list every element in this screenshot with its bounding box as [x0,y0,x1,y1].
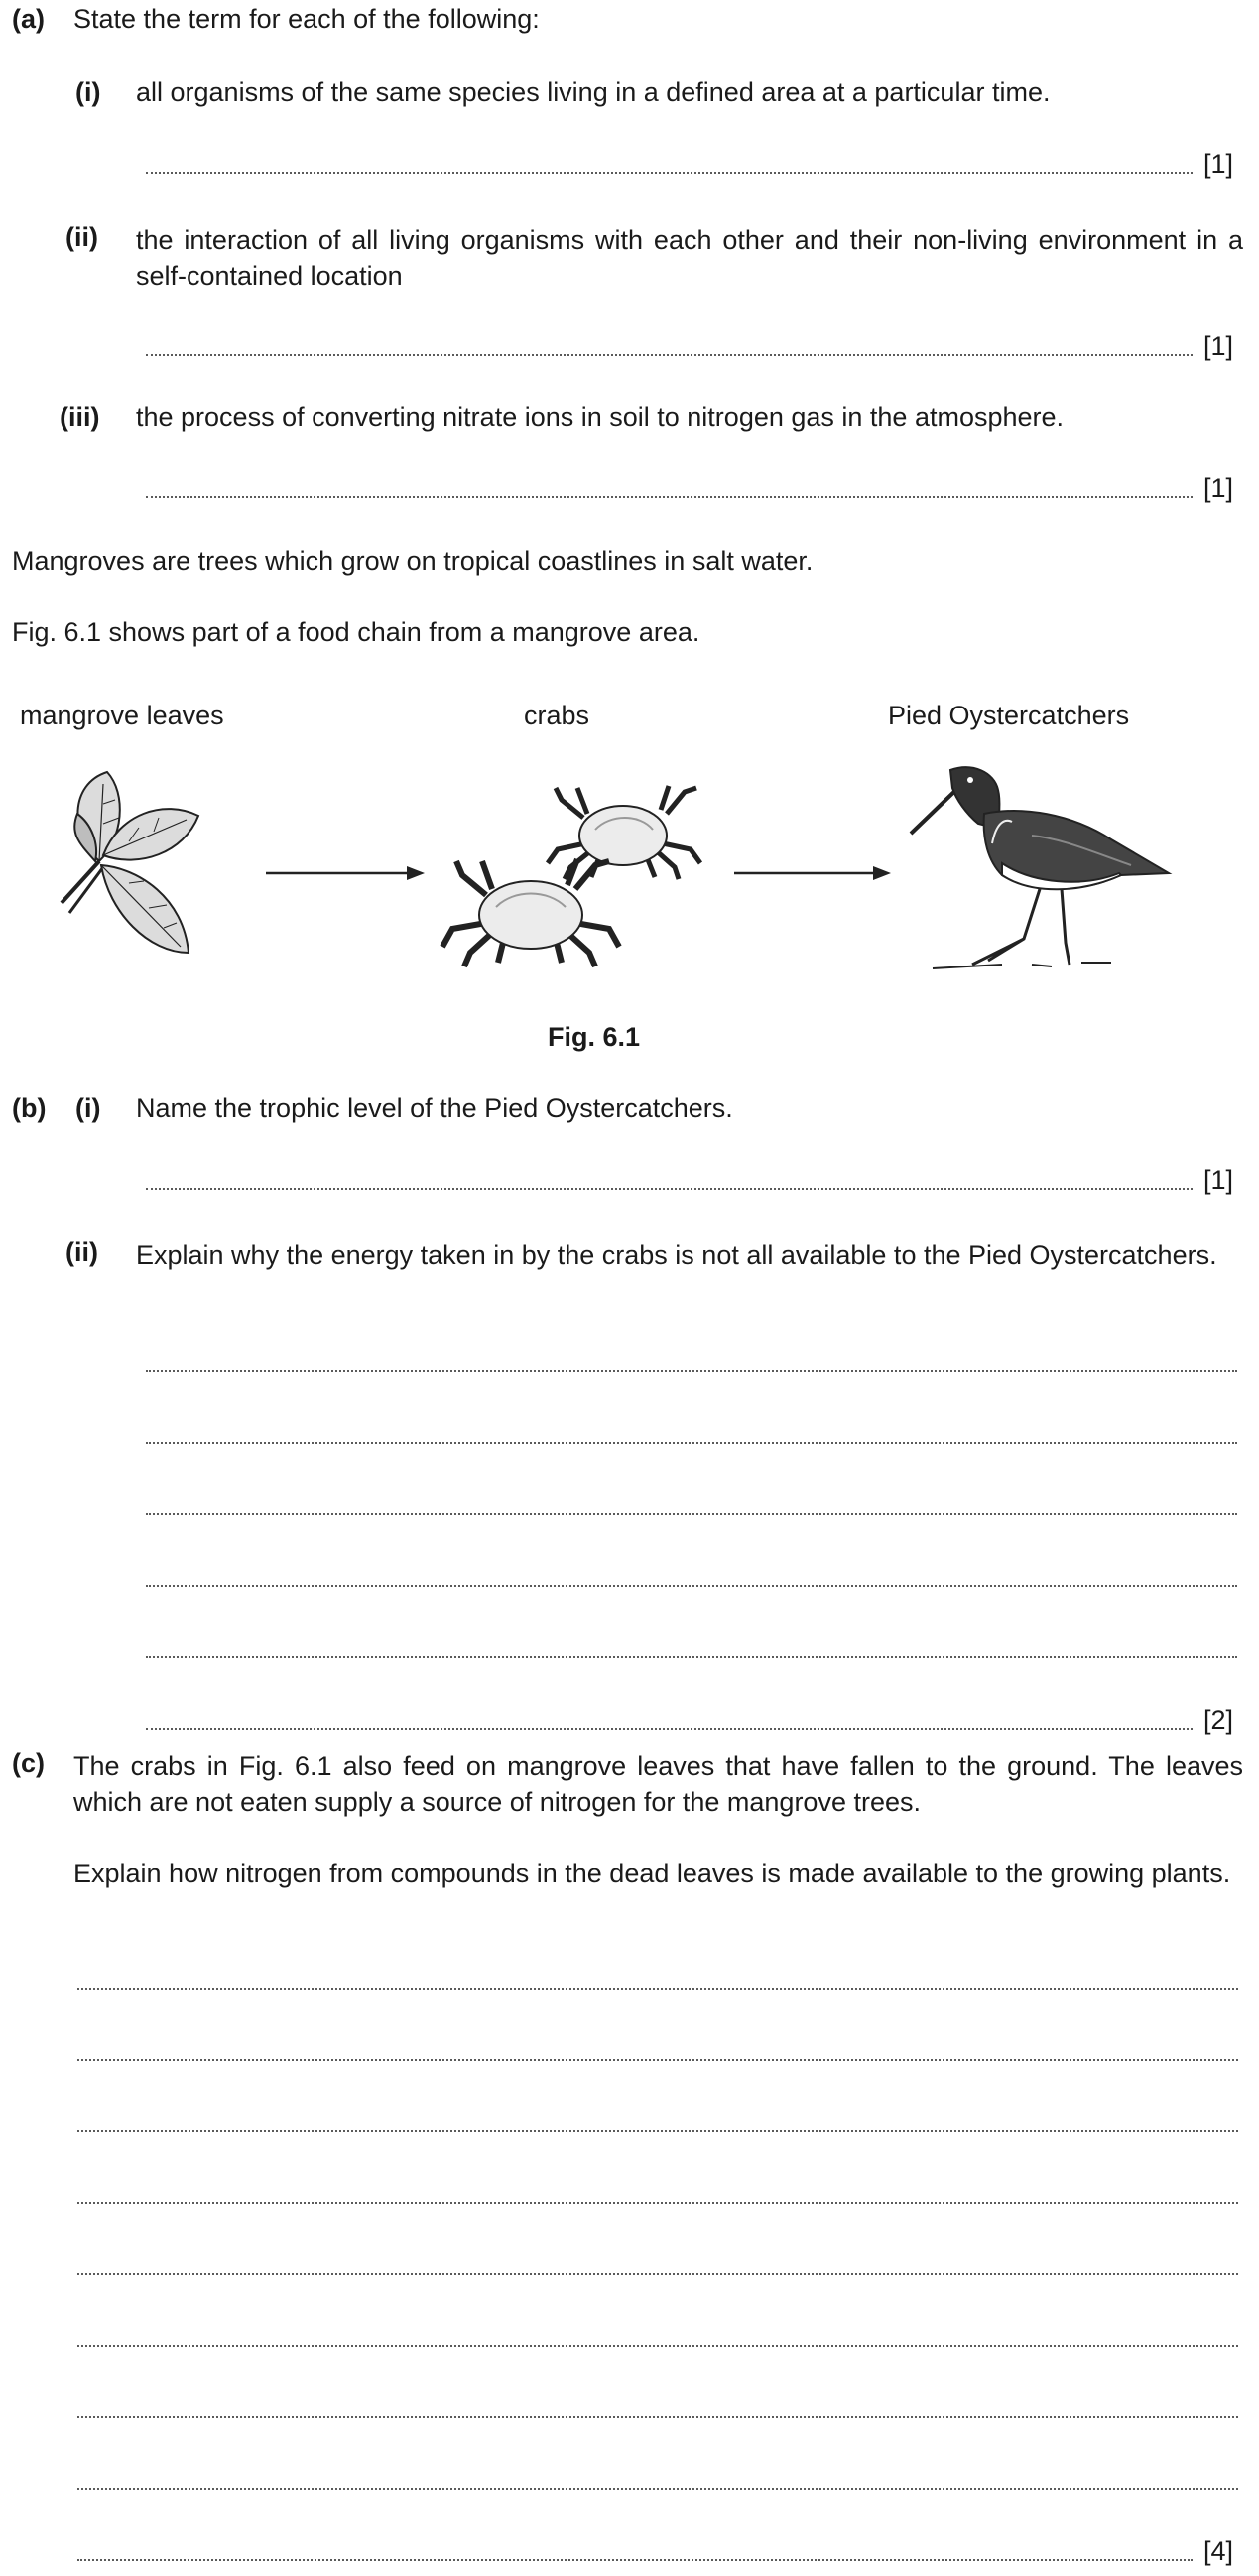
figure-label-birds: Pied Oystercatchers [888,701,1130,730]
answer-line[interactable] [77,2130,1238,2132]
part-a-ii-text: the interaction of all living organisms with each other and their non-living environment in a self-contained location [136,225,1243,291]
crabs-icon [442,786,700,966]
mark-allocation: [1] [1203,1165,1234,1195]
part-c-paragraph-1: The crabs in Fig. 6.1 also feed on mangrove leaves that have fallen to the ground. The leaves which are not eaten supply a source of nitrogen for the mangrove trees. [73,1751,1243,1817]
mark-allocation: [4] [1203,2536,1234,2566]
mark-allocation: [1] [1203,149,1234,179]
mark-allocation: [1] [1203,473,1234,503]
mark-allocation: [2] [1203,1705,1234,1735]
answer-line[interactable] [77,1988,1238,1990]
part-b-ii-label: (ii) [65,1237,98,1267]
part-a-stem: State the term for each of the following: [73,4,540,34]
answer-line[interactable] [146,1370,1237,1372]
arrow-icon [734,866,891,880]
mark-allocation: [1] [1203,331,1234,361]
answer-line[interactable] [146,1442,1237,1444]
part-b-i-label: (i) [75,1094,101,1123]
part-b-label: (b) [12,1094,47,1123]
figure-label-crabs: crabs [524,701,590,730]
answer-line[interactable] [146,496,1193,498]
part-a-iii-label: (iii) [60,402,100,432]
part-c-label: (c) [12,1748,45,1778]
answer-line[interactable] [77,2345,1238,2347]
intro-paragraph-1: Mangroves are trees which grow on tropical coastlines in salt water. [12,546,814,576]
answer-line[interactable] [77,2059,1238,2061]
arrow-icon [266,866,425,880]
answer-line[interactable] [146,172,1193,174]
answer-line[interactable] [146,1585,1237,1587]
figure-label-leaves: mangrove leaves [20,701,224,730]
answer-line[interactable] [146,354,1193,356]
part-a-i-label: (i) [75,77,101,107]
intro-paragraph-2: Fig. 6.1 shows part of a food chain from a mangrove area. [12,617,700,647]
answer-line[interactable] [77,2488,1238,2490]
figure-caption: Fig. 6.1 [548,1022,641,1052]
answer-line[interactable] [77,2559,1193,2561]
answer-line[interactable] [146,1656,1237,1658]
answer-line[interactable] [146,1188,1193,1190]
part-b-i-text: Name the trophic level of the Pied Oystercatchers. [136,1094,733,1123]
part-c-paragraph-2: Explain how nitrogen from compounds in the dead leaves is made available to the growing plants. [73,1859,1231,1888]
answer-line[interactable] [146,1513,1237,1515]
answer-line[interactable] [77,2202,1238,2204]
oystercatcher-icon [911,767,1169,968]
answer-line[interactable] [146,1728,1193,1730]
food-chain-figure [0,744,1259,982]
answer-line[interactable] [77,2273,1238,2275]
part-a-label: (a) [12,4,45,34]
part-b-ii-text: Explain why the energy taken in by the crabs is not all available to the Pied Oystercatchers. [136,1240,1217,1270]
part-a-i-text: all organisms of the same species living in a defined area at a particular time. [136,77,1051,107]
mangrove-leaves-icon [62,772,198,953]
part-a-iii-text: the process of converting nitrate ions in soil to nitrogen gas in the atmosphere. [136,402,1065,432]
part-a-ii-label: (ii) [65,222,98,252]
answer-line[interactable] [77,2416,1238,2418]
